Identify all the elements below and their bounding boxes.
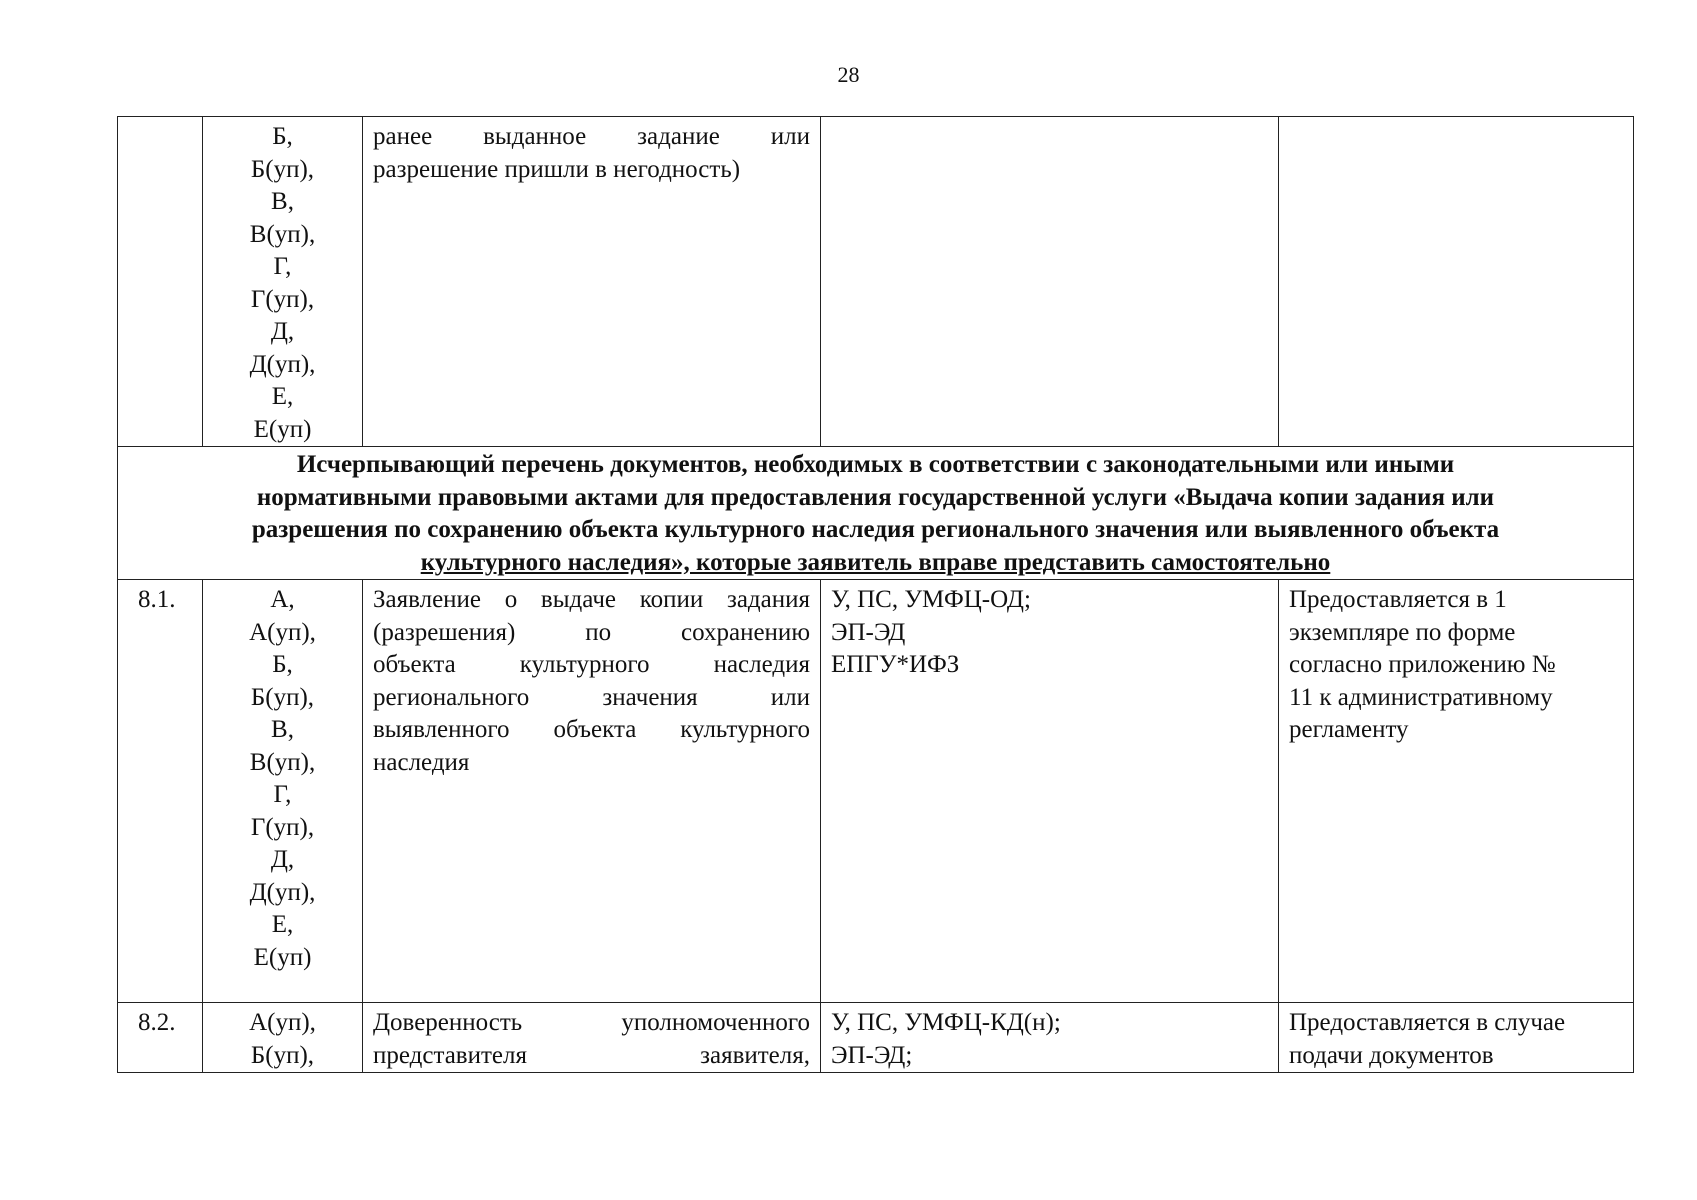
document-text-line: разрешение пришли в негодность)	[373, 155, 741, 183]
document-text-line: ранее выданное задание или	[373, 123, 810, 150]
category-item: Г(уп),	[250, 813, 315, 841]
category-item: А(уп),	[249, 618, 316, 646]
category-item: В(уп),	[249, 220, 316, 248]
note-cell	[1279, 1003, 1634, 1073]
submission-method-line: ЭП-ЭД	[831, 618, 906, 646]
category-item: Д,	[270, 846, 295, 873]
row-number: 8.2.	[118, 1003, 203, 1073]
note-line: подачи документов	[1289, 1041, 1494, 1069]
category-item: Б(уп),	[250, 155, 315, 183]
note-line: Предоставляется в случае	[1289, 1009, 1566, 1036]
category-item: Е,	[271, 911, 294, 938]
document-text-line: представителя заявителя,	[373, 1041, 810, 1069]
submission-method-line: ЕПГУ*ИФЗ	[831, 651, 960, 678]
submission-method-cell	[821, 580, 1279, 1003]
document-text-line: Доверенность уполномоченного	[373, 1009, 810, 1036]
document-name-cell	[363, 117, 821, 447]
note-line: Предоставляется в 1	[1289, 586, 1507, 613]
note-cell	[1279, 580, 1634, 1003]
document-text-line: (разрешения) по сохранению	[373, 618, 810, 646]
document-text-line: объекта культурного наследия	[373, 651, 810, 678]
applicant-categories-cell	[203, 117, 363, 447]
category-item: Е,	[271, 383, 294, 410]
note-line: согласно приложению №	[1289, 651, 1556, 678]
note-line: регламенту	[1289, 716, 1409, 743]
category-item: А,	[270, 586, 295, 613]
category-item: Е(уп)	[253, 415, 312, 443]
category-item: Г(уп),	[250, 285, 315, 313]
document-name-cell	[363, 1003, 821, 1073]
submission-method-line: ЭП-ЭД;	[831, 1041, 913, 1069]
submission-method-cell	[821, 117, 1279, 447]
category-item: Г,	[273, 781, 292, 808]
section-header-line: Исчерпывающий перечень документов, необходимых в соответствии с законодательными или иными	[296, 451, 1455, 478]
section-header-line: нормативными правовыми актами для предоставления государственной услуги «Выдача копии задания или	[256, 483, 1495, 511]
note-line: 11 к административному	[1289, 683, 1553, 711]
table-row-8-2	[118, 1003, 1634, 1073]
section-header	[118, 447, 1634, 580]
category-item: Г,	[273, 253, 292, 280]
category-item: Д,	[270, 318, 295, 345]
applicant-categories-cell	[203, 1003, 363, 1073]
submission-method-line: У, ПС, УМФЦ-КД(н);	[831, 1009, 1061, 1036]
submission-method-line: У, ПС, УМФЦ-ОД;	[831, 586, 1031, 613]
note-line: экземпляре по форме	[1289, 618, 1516, 646]
applicant-categories-cell	[203, 580, 363, 1003]
document-text-line: выявленного объекта культурного	[373, 716, 810, 743]
category-item: Д(уп),	[249, 350, 316, 378]
category-item: Б(уп),	[250, 1041, 315, 1069]
category-item: Е(уп)	[253, 943, 312, 971]
section-header-row	[118, 447, 1634, 580]
document-text-line: Заявление о выдаче копии задания	[373, 586, 810, 613]
category-item: Б,	[272, 651, 293, 678]
category-item: А(уп),	[249, 1009, 316, 1036]
document-text-line: наследия	[373, 748, 470, 776]
submission-method-cell	[821, 1003, 1279, 1073]
section-header-line: культурного наследия», которые заявитель вправе представить самостоятельно	[420, 548, 1331, 576]
table-row-8-1	[118, 580, 1634, 1003]
section-header-line: разрешения по сохранению объекта культурного наследия регионального значения или выявленного объекта	[251, 516, 1500, 543]
documents-table	[117, 116, 1634, 1073]
category-item: В(уп),	[249, 748, 316, 776]
category-item: Д(уп),	[249, 878, 316, 906]
document-name-cell	[363, 580, 821, 1003]
row-number-cell	[118, 117, 203, 447]
category-item: Б,	[272, 123, 293, 150]
page-number: 28	[837, 62, 860, 87]
category-item: В,	[271, 716, 294, 743]
category-item: Б(уп),	[250, 683, 315, 711]
document-text-line: регионального значения или	[373, 683, 810, 711]
category-item: В,	[271, 188, 294, 215]
row-number: 8.1.	[118, 580, 203, 1003]
table-row-continuation	[118, 117, 1634, 447]
note-cell	[1279, 117, 1634, 447]
